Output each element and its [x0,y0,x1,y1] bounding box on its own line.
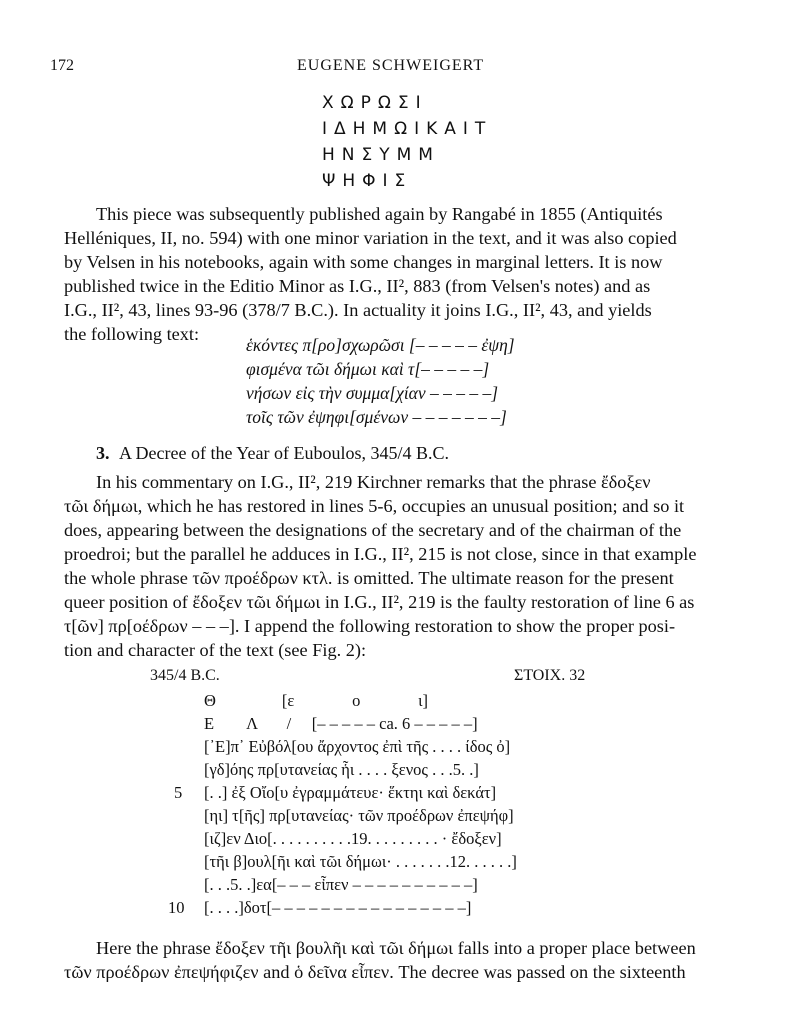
caps-row-3: ΗΝΣΥΜΜ [322,145,440,165]
para1-line: by Velsen in his notebooks, again with some changes in marginal letters. It is now [64,252,663,272]
greek-text-line-3: νήσων εἰς τὴν συμμα[χίαν – – – – –] [246,383,499,403]
greek-text-line-1: ἑκόντες π[ρο]σχωρῶσι [– – – – – ἐψη] [246,335,515,355]
caps-row-2: ΙΔΗΜΩΙΚΑΙΤ [322,119,493,139]
para2-line: In his commentary on I.G., II², 219 Kirchner remarks that the phrase ἔδοξεν [96,472,651,492]
para1-line: I.G., II², 43, lines 93-96 (378/7 B.C.). In actuality it joins I.G., II², 43, and yields [64,300,652,320]
inscription-line-6: [ηι] τ[ῆς] πρ[υτανείας· τῶν προέδρων ἐπεψήφ] [204,806,514,825]
section-number: 3. [96,443,110,463]
para2-line: proedroi; but the parallel he adduces in I.G., II², 215 is not close, since in that example [64,544,697,564]
paragraph-2 [64,470,734,662]
caps-row-4: ΨΗΦΙΣ [322,171,413,191]
para3-line: τῶν προέδρων ἐπεψήφιζεν and ὁ δεῖνα εἶπεν. The decree was passed on the sixteenth [64,962,686,982]
inscription-date: 345/4 B.C. [150,667,220,684]
inscription-line-2: Ε Λ / [– – – – – ca. 6 – – – – –] [204,714,478,733]
para1-line: This piece was subsequently published again by Rangabé in 1855 (Antiquités [96,204,663,224]
section-title: A Decree of the Year of Euboulos, 345/4 B.C. [119,443,449,463]
caps-row-1: ΧΩΡΩΣΙ [322,93,428,113]
para1-line: Helléniques, II, no. 594) with one minor variation in the text, and it was also copied [64,228,677,248]
inscription-line-10: [. . . .]δοτ[– – – – – – – – – – – – – – – –] [204,898,472,917]
paragraph-3 [64,936,734,984]
para2-line: the whole phrase τῶν προέδρων κτλ. is omitted. The ultimate reason for the present [64,568,674,588]
inscription-line-7: [ιζ]εν Διο[. . . . . . . . . .19. . . . . . . . . · ἔδοξεν] [204,829,502,848]
para1-line: the following text: [64,324,200,344]
inscription-line-5: [. .] ἐξ Οἴο[υ ἐγραμμάτευε· ἕκτηι καὶ δεκάτ] [204,783,497,802]
line-number-10: 10 [168,898,185,917]
inscription-line-4: [γδ]όης πρ[υτανείας ἧι . . . . ξενος . . .5. .] [204,760,479,779]
para2-line: τ[ῶν] πρ[οέδρων – – –]. I append the following restoration to show the proper posi- [64,616,676,636]
section-heading [96,443,449,464]
greek-text-line-2: φισμένα τῶι δήμωι καὶ τ[– – – – –] [246,359,490,379]
inscription-line-3: [᾿Ε]π᾿ Εὐβόλ[ου ἄρχοντος ἐπὶ τῆς . . . . ίδος ὀ] [204,737,511,756]
para1-line: published twice in the Editio Minor as I.G., II², 883 (from Velsen's notes) and as [64,276,651,296]
greek-text-line-4: τοῖς τῶν ἐψηφι[σμένων – – – – – – –] [246,407,507,427]
para2-line: τῶι δήμωι, which he has restored in lines 5-6, occupies an unusual position; and so it [64,496,685,516]
stoichedon-label: ΣΤΟΙΧ. 32 [514,667,586,684]
para2-line: does, appearing between the designations of the secretary and of the chairman of the [64,520,682,540]
para3-line: Here the phrase ἔδοξεν τῆι βουλῆι καὶ τῶι δήμωι falls into a proper place between [96,938,696,958]
page-number: 172 [50,57,74,74]
para2-line: tion and character of the text (see Fig. 2): [64,640,367,660]
line-number-5: 5 [174,783,183,802]
inscription-line-1: Θ [ε ο ι] [204,691,429,710]
inscription-line-8: [τῆι β]ουλ[ῆι καὶ τῶι δήμωι· . . . . . . .12. . . . . .] [204,852,517,871]
running-head-author: EUGENE SCHWEIGERT [297,57,485,74]
inscription-line-9: [. . .5. .]εα[– – – εἶπεν – – – – – – – – – –] [204,875,478,894]
paragraph-1 [64,202,734,346]
para2-line: queer position of ἔδοξεν τῶι δήμωι in I.G., II², 219 is the faulty restoration of line 6 as [64,592,695,612]
